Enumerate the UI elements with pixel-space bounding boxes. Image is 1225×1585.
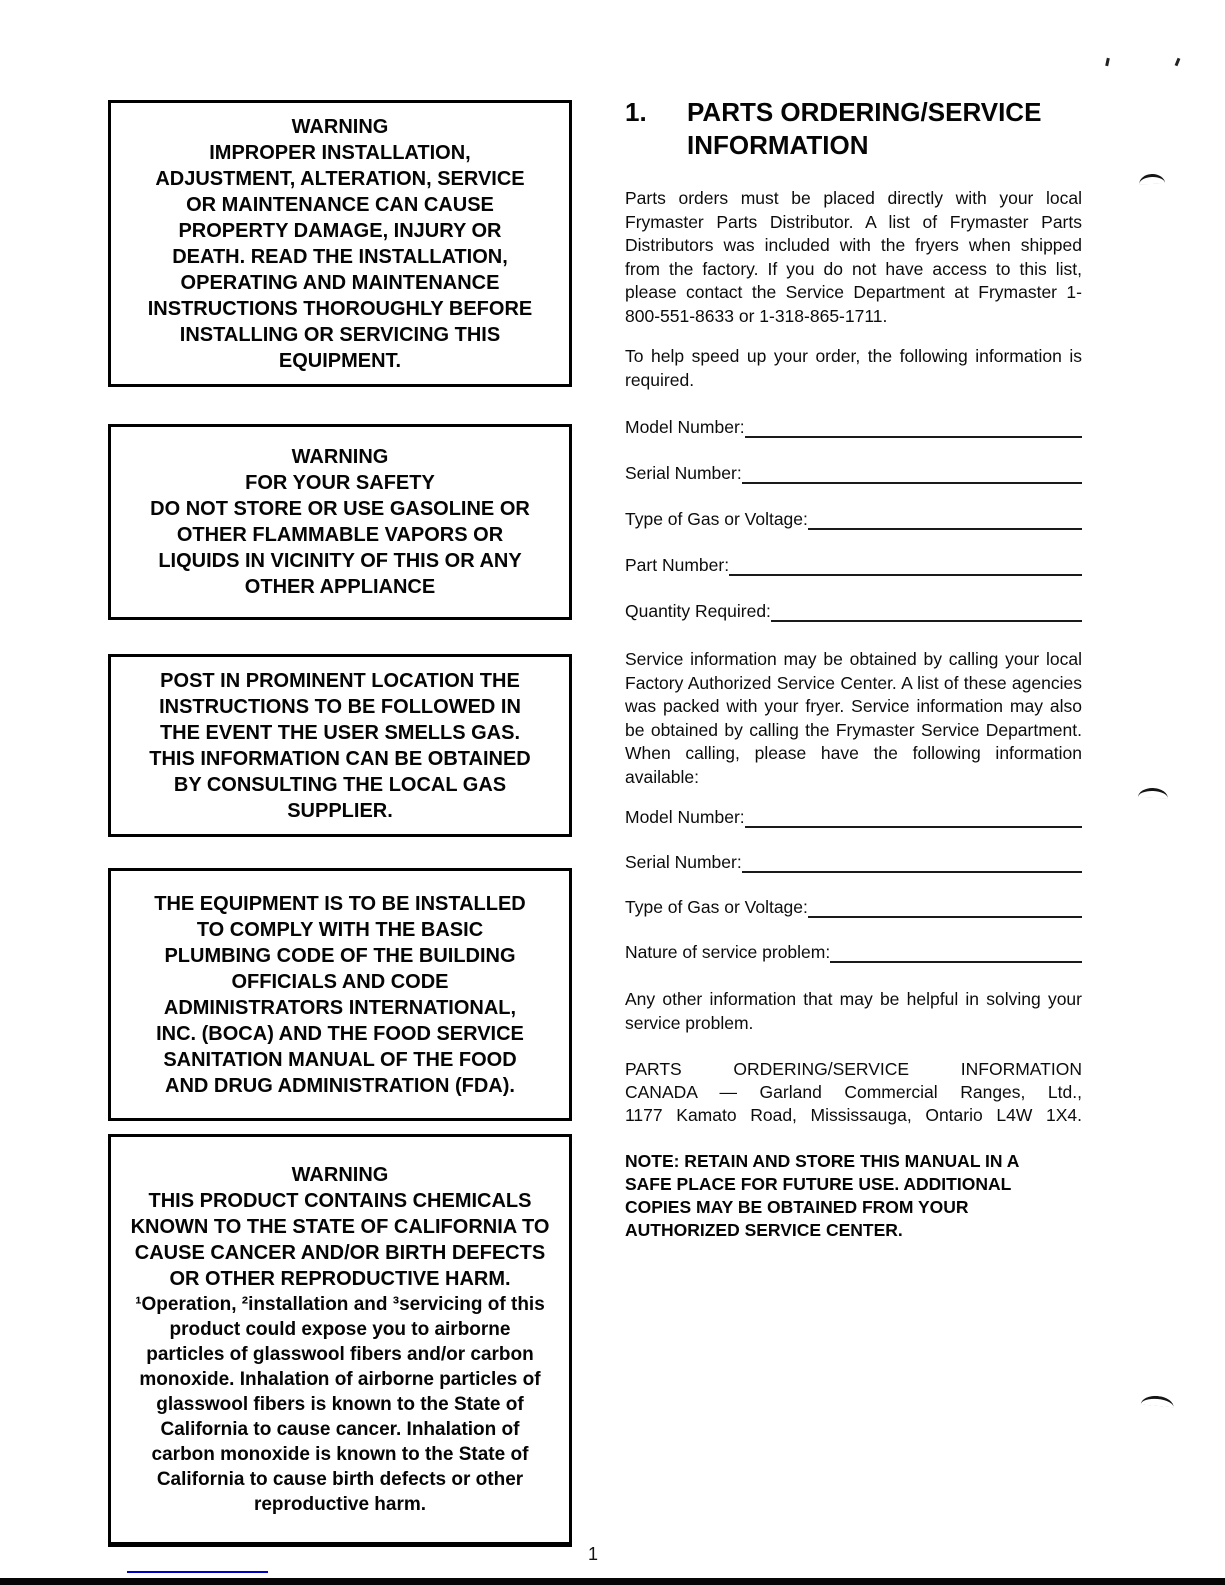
warning-box-text: WARNING IMPROPER INSTALLATION, ADJUSTMENT, ALTERATION, SERVICE OR MAINTENANCE CAN CAUSE PROPERTY DAMAGE, INJURY OR DEATH. READ THE INSTALLATION, OPERATING AND MAINTENANCE INSTRUCTIONS THOROUGHLY BEFORE INSTALLING OR SERVICING THIS EQUIPMENT. [147, 115, 533, 372]
form-label: Serial Number: [625, 463, 742, 483]
pen-mark-icon [1139, 174, 1165, 185]
warning-box-gasoline-safety [108, 424, 572, 620]
section-heading [625, 96, 1082, 162]
scan-speck-icon [1175, 58, 1181, 67]
intro-paragraph: Parts orders must be placed directly with your local Frymaster Parts Distributor. A list of Frymaster Parts Distributors was included with the fryers when shipped from the factory. If you do not have access to this list, please contact the Service Department at Frymaster 1-800-551-8633 or 1-318-865-1711. [625, 188, 1082, 326]
form-label: Serial Number: [625, 852, 742, 872]
warning-box-text: POST IN PROMINENT LOCATION THE INSTRUCTIONS TO BE FOLLOWED IN THE EVENT THE USER SMELLS GAS. THIS INFORMATION CAN BE OBTAINED BY CONSULTING THE LOCAL GAS SUPPLIER. [149, 669, 531, 822]
speed-up-order-paragraph: To help speed up your order, the following information is required. [625, 346, 1082, 390]
blank-fill-line [808, 508, 1082, 530]
blank-fill-line [745, 806, 1082, 828]
service-info-paragraph: Service information may be obtained by calling your local Factory Authorized Service Center. A list of these agencies was packed with your fryer. Service information may also be obtained by calling the Frymaster Service Department. When calling, please have the following information available: [625, 649, 1082, 787]
other-info-paragraph: Any other information that may be helpful in solving your service problem. [625, 989, 1082, 1033]
warning-box-smells-gas [108, 654, 572, 837]
form-label: Model Number: [625, 807, 745, 827]
warning-box-plumbing-code [108, 868, 572, 1121]
warning-box-heading: WARNING THIS PRODUCT CONTAINS CHEMICALS KNOWN TO THE STATE OF CALIFORNIA TO CAUSE CANCER AND/OR BIRTH DEFECTS OR OTHER REPRODUCTIVE HARM. [130, 1164, 550, 1290]
form-row-serial-number [625, 462, 1082, 484]
scan-artifact-bottom-bar [0, 1578, 1225, 1585]
form-row-quantity-required [625, 600, 1082, 622]
form-label: Model Number: [625, 417, 745, 437]
form-label: Type of Gas or Voltage: [625, 509, 808, 529]
form-label: Nature of service problem: [625, 942, 831, 962]
warning-box-text: THE EQUIPMENT IS TO BE INSTALLED TO COMPLY WITH THE BASIC PLUMBING CODE OF THE BUILDING OFFICIALS AND CODE ADMINISTRATORS INTERNATIONAL, INC. (BOCA) AND THE FOOD SERVICE SANITATION MANUAL OF THE FOOD AND DRUG ADMINISTRATION (FDA). [154, 892, 526, 1097]
blank-fill-line [729, 554, 1082, 576]
form-label: Part Number: [625, 555, 730, 575]
pen-mark-icon [1138, 787, 1168, 798]
note-paragraph: NOTE: RETAIN AND STORE THIS MANUAL IN A SAFE PLACE FOR FUTURE USE. ADDITIONAL COPIES MAY BE OBTAINED FROM YOUR AUTHORIZED SERVICE CENTER. [625, 1151, 1020, 1240]
scan-artifact-blue-underline [127, 1571, 268, 1573]
form-row-service-problem [625, 941, 1082, 963]
blank-fill-line [808, 896, 1082, 918]
blank-fill-line [745, 416, 1082, 438]
section-number: 1. [625, 97, 647, 127]
form-row-model-number-2 [625, 806, 1082, 828]
form-row-model-number [625, 416, 1082, 438]
page-number: 1 [588, 1544, 599, 1564]
blank-fill-line [771, 600, 1082, 622]
form-row-gas-voltage [625, 508, 1082, 530]
form-row-gas-voltage-2 [625, 896, 1082, 918]
section-title: PARTS ORDERING/SERVICE INFORMATION [687, 97, 1042, 160]
pen-mark-icon [1141, 1395, 1175, 1408]
blank-fill-line [742, 851, 1082, 873]
warning-box-california-chemicals [108, 1134, 572, 1547]
form-label: Type of Gas or Voltage: [625, 897, 808, 917]
blank-fill-line [742, 462, 1082, 484]
blank-fill-line [830, 941, 1082, 963]
scan-speck-icon [1105, 58, 1110, 66]
canada-parts-paragraph: PARTS ORDERING/SERVICE INFORMATION CANADA — Garland Commercial Ranges, Ltd., 1177 Kamato Road, Mississauga, Ontario L4W 1X4. [625, 1059, 1082, 1125]
form-row-part-number [625, 554, 1082, 576]
form-label: Quantity Required: [625, 601, 771, 621]
form-row-serial-number-2 [625, 851, 1082, 873]
warning-box-improper-installation [108, 100, 572, 387]
warning-box-text: WARNING FOR YOUR SAFETY DO NOT STORE OR USE GASOLINE OR OTHER FLAMMABLE VAPORS OR LIQUIDS IN VICINITY OF THIS OR ANY OTHER APPLIANCE [150, 446, 530, 598]
warning-box-body: ¹Operation, ²installation and ³servicing of this product could expose you to airborne particles of glasswool fibers and/or carbon monoxide. Inhalation of airborne particles of glasswool fibers is known to the State of California to cause cancer. Inhalation of carbon monoxide is known to the State of California to cause birth defects or other reproductive harm. [135, 1294, 545, 1515]
